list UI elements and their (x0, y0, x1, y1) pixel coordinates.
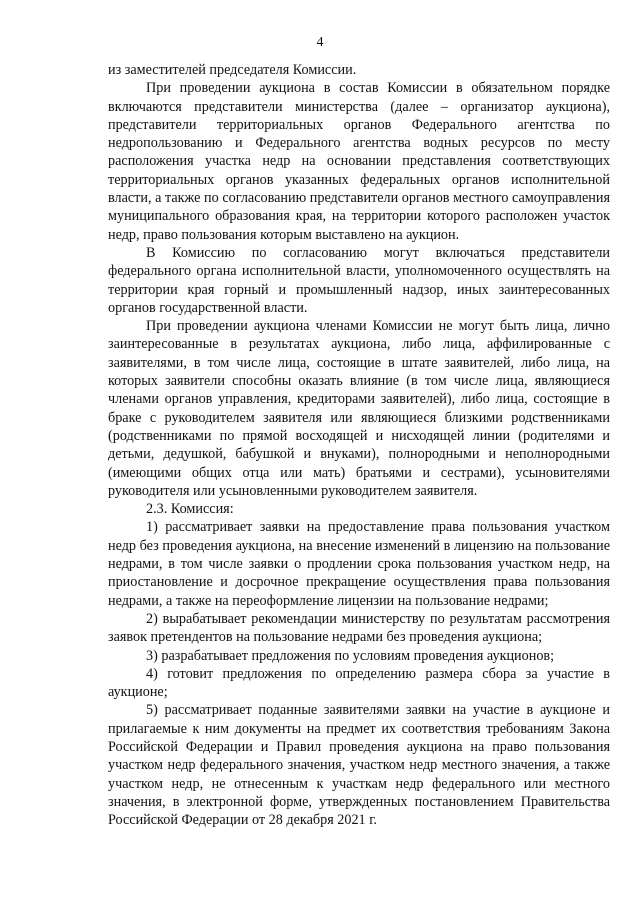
paragraph-commission-optional-members: В Комиссию по согласованию могут включаться представители федерального органа исполнительной власти, уполномоченного осуществлять на территории края горный и промышленный надзор, иных заинтересованных органов государственной власти. (108, 244, 610, 316)
section-heading-2-3: 2.3. Комиссия: (146, 501, 234, 518)
list-item-4: 4) готовит предложения по определению размера сбора за участие в аукционе; (108, 665, 610, 701)
page-number: 4 (316, 35, 324, 50)
list-item-1: 1) рассматривает заявки на предоставление права пользования участком недр без проведения аукциона, на внесение изменений в лицензию на пользование недрами, в том числе заявки о продлении срока пользования участком недр, на приостановление и досрочное прекращение осуществления права пользования недрами, а также на переоформление лицензии на пользование недрами; (108, 519, 610, 609)
list-item-3: 3) разрабатывает предложения по условиям проведения аукционов; (146, 647, 555, 664)
paragraph-auction-commission-composition: При проведении аукциона в состав Комиссии в обязательном порядке включаются представители министерства (далее – организатор аукциона), представители территориальных органов Федерального агентства по недропользованию и Федерального агентства водных ресурсов по месту расположения участка недр на основании представления соответствующих территориальных органов указанных федеральных органов исполнительной власти, а также по согласованию представители органов местного самоуправления муниципального образования края, на территории которого расположен участок недр, право пользования которым выставлено на аукцион. (108, 80, 610, 243)
paragraph-continuation: из заместителей председателя Комиссии. (108, 62, 357, 78)
document-body (108, 61, 610, 829)
list-item-5: 5) рассматривает поданные заявителями заявки на участие в аукционе и прилагаемые к ним документы на предмет их соответствия требованиям Закона Российской Федерации и Правил проведения аукциона на право пользования участком недр федерального значения, участком недр местного значения, а также участком недр, не отнесенным к участкам недр федерального или местного значения, в электронной форме, утвержденных постановлением Правительства Российской Федерации от 28 декабря 2021 г. (108, 702, 610, 829)
list-item-2: 2) вырабатывает рекомендации министерству по результатам рассмотрения заявок претендентов на пользование недрами без проведения аукциона; (108, 610, 610, 646)
paragraph-excluded-persons: При проведении аукциона членами Комиссии не могут быть лица, лично заинтересованные в результатах аукциона, либо лица, аффилированные с заявителями, в том числе лица, состоящие в штате заявителей, либо лица, на которых заявители способны оказать влияние (в том числе лица, являющиеся членами органов управления, кредиторами заявителей), либо лица, состоящие в браке с руководителем заявителя или являющиеся близкими родственниками (родственниками по прямой восходящей и нисходящей линии (родителями и детьми, дедушкой, бабушкой и внуками), полнородными и неполнородными (имеющими общих отца или мать) братьями и сестрами), усыновителями руководителя или усыновленными руководителем заявителя. (108, 318, 610, 499)
